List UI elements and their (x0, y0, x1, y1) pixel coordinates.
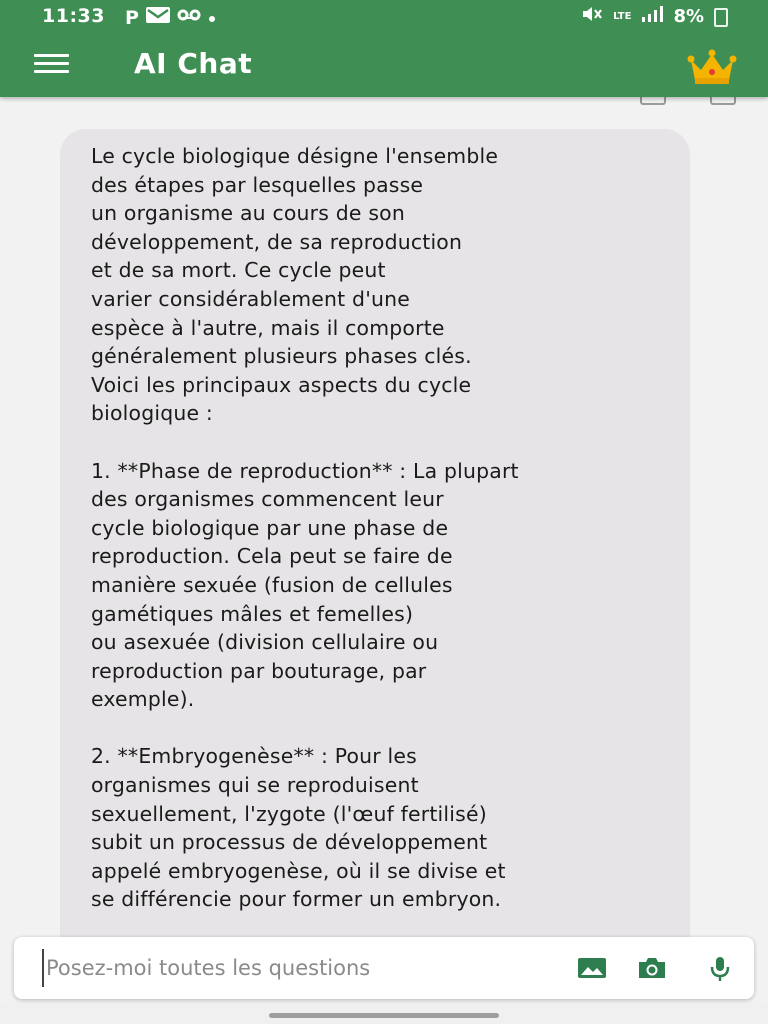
home-gesture-handle[interactable] (269, 1013, 499, 1018)
status-time: 11:33 (42, 5, 105, 27)
signal-icon (641, 6, 663, 27)
app-title: AI Chat (134, 47, 253, 80)
message-actions (640, 97, 736, 105)
chat-area[interactable] (0, 97, 768, 937)
question-input[interactable] (42, 949, 568, 987)
lte-indicator: LTE (613, 10, 632, 22)
hamburger-menu-icon[interactable] (34, 54, 70, 78)
share-icon[interactable] (710, 97, 736, 105)
notification-icons (125, 5, 217, 30)
status-right (581, 5, 728, 28)
battery-icon (714, 8, 728, 27)
image-icon[interactable] (577, 955, 607, 981)
camera-icon[interactable] (636, 955, 666, 981)
notification-letter: P (125, 6, 139, 29)
microphone-icon[interactable] (706, 955, 734, 981)
voicemail-icon (177, 5, 201, 30)
chat-input-bar (14, 937, 754, 999)
mail-icon (145, 5, 171, 30)
copy-icon[interactable] (640, 97, 666, 105)
dot-icon (207, 7, 217, 29)
battery-text: 8% (673, 6, 704, 27)
mute-icon (581, 5, 603, 28)
app-bar (0, 0, 768, 97)
system-nav-bar (0, 1002, 768, 1024)
toolbar (0, 34, 768, 97)
status-bar (0, 0, 768, 34)
crown-icon[interactable] (686, 48, 738, 86)
ai-message-bubble: Le cycle biologique désigne l'ensemble des étapes par lesquelles passe un organisme au cours de son développement, de sa reproduction et de sa mort. Ce cycle peut varier considérablement d'une espèce à l'autre, mais il comporte généralement plusieurs phases clés. Voici les principaux aspects du cycle biologique : 1. **Phase de reproduction** : La plupart des organismes commencent leur cycle biologique par une phase de reproduction. Cela peut se faire de manière sexuée (fusion de cellules gamétiques mâles et femelles) ou asexuée (division cellulaire ou reproduction par bouturage, par exemple). 2. **Embryogenèse** : Pour les organismes qui se reproduisent sexuellement, l'zygote (l'œuf fertilisé) subit un processus de développement appelé embryogenèse, où il se divise et se différencie pour former un embryon. (60, 129, 690, 937)
